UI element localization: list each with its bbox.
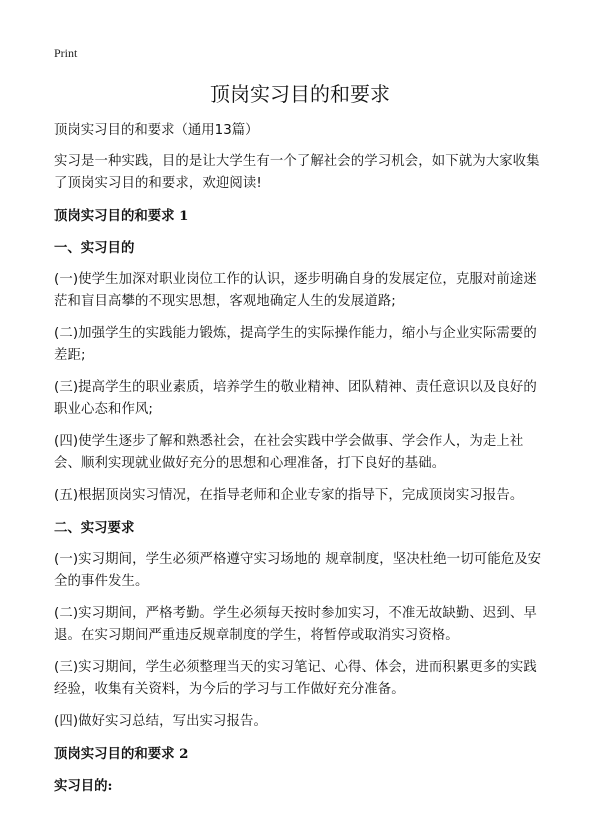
document-body [54, 120, 548, 807]
list-item: (一)实习期间，学生必须严格遵守实习场地的 规章制度，坚决杜绝一切可能危及安全的事件发生。 [54, 552, 542, 589]
list-item: (四)使学生逐步了解和熟悉社会，在社会实践中学会做事、学会作人，为走上社会、顺利实现就业做好充分的思想和心理准备，打下良好的基础。 [54, 434, 524, 471]
article-heading: 顶岗实习目的和要求 2 [54, 746, 189, 762]
print-label: Print [54, 46, 78, 60]
list-item: (二)实习期间，严格考勤。学生必须每天按时参加实习，不准无故缺勤、迟到、早退。在实习期间严重违反规章制度的学生，将暂停或取消实习资格。 [54, 606, 537, 643]
list-item: (五)根据顶岗实习情况，在指导老师和企业专家的指导下，完成顶岗实习报告。 [54, 488, 524, 503]
list-item: (三)实习期间，学生必须整理当天的实习笔记、心得、体会，进而积累更多的实践经验，收集有关资料，为今后的学习与工作做好充分准备。 [54, 660, 537, 697]
section-heading: 二、实习要求 [54, 520, 135, 536]
intro-paragraph: 实习是一种实践，目的是让大学生有一个了解社会的学习机会，如下就为大家收集了顶岗实习目的和要求，欢迎阅读! [54, 154, 540, 191]
list-item: (四)做好实习总结，写出实习报告。 [54, 714, 268, 729]
section-heading: 实习目的: [54, 778, 113, 794]
document-title: 顶岗实习目的和要求 [210, 82, 390, 106]
list-item: (三)提高学生的职业素质，培养学生的敬业精神、团队精神、责任意识以及良好的职业心态和作风; [54, 380, 537, 417]
document-subtitle: 顶岗实习目的和要求（通用13篇） [54, 123, 259, 138]
section-heading: 一、实习目的 [54, 240, 135, 256]
list-item: (一)使学生加深对职业岗位工作的认识，逐步明确自身的发展定位，克服对前途迷茫和盲目高攀的不现实思想，客观地确定人生的发展道路; [54, 272, 537, 309]
article-heading: 顶岗实习目的和要求 1 [54, 208, 189, 224]
list-item: (二)加强学生的实践能力锻炼，提高学生的实际操作能力，缩小与企业实际需要的差距; [54, 326, 537, 363]
